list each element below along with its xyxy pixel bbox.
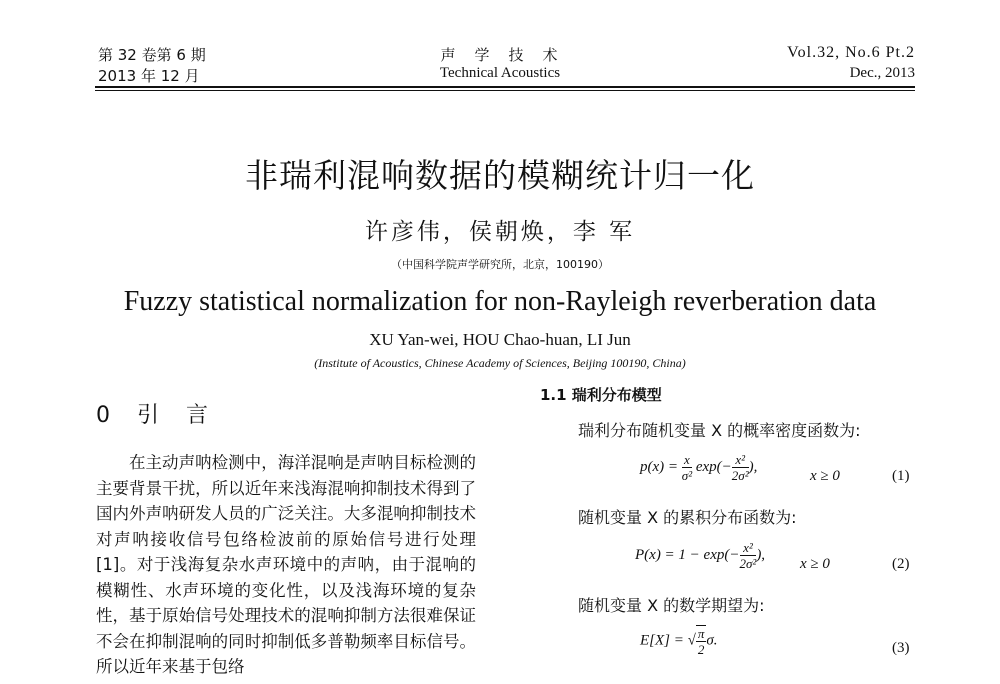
subsection-heading-rayleigh: 1.1 瑞利分布模型	[540, 386, 662, 404]
eq1-num2: x²	[732, 452, 749, 468]
eq2-condition: x ≥ 0	[800, 556, 830, 572]
section-number: 0	[96, 403, 120, 428]
journal-date-en: Dec., 2013	[849, 65, 915, 81]
section-title: 引 言	[137, 403, 218, 428]
eq1-lhs: p(x) =	[640, 458, 679, 475]
sqrt-icon: √	[687, 632, 696, 649]
equation-2	[635, 540, 765, 571]
eq2-lhs: P(x) = 1 − exp(−	[635, 546, 740, 563]
pdf-intro-text: 瑞利分布随机变量 X 的概率密度函数为:	[578, 421, 861, 440]
eq3-fraction	[696, 625, 707, 657]
journal-name-en: Technical Acoustics	[439, 65, 561, 81]
paper-title-cn: 非瑞利混响数据的模糊统计归一化	[245, 156, 755, 195]
eq1-condition: x ≥ 0	[810, 468, 840, 484]
equation-3	[640, 625, 718, 657]
eq3-number: (3)	[892, 640, 910, 656]
equation-1	[640, 452, 757, 483]
paper-affiliation-en: (Institute of Acoustics, Chinese Academy of Sciences, Beijing 100190, China)	[314, 356, 686, 370]
header-rule-thick	[95, 86, 915, 88]
eq2-tail: ),	[756, 546, 766, 563]
header-rule-thin	[95, 90, 915, 91]
eq1-den: σ²	[681, 468, 693, 483]
eq3-lhs: E[X] =	[640, 632, 684, 649]
journal-volume: 第 32 卷第 6 期	[98, 46, 206, 64]
introduction-body	[96, 450, 476, 680]
eq1-exp: exp(−	[695, 458, 732, 475]
paper-authors-cn: 许彦伟，侯朝焕，李 军	[364, 219, 636, 245]
eq2-number: (2)	[892, 556, 910, 572]
journal-date: 2013 年 12 月	[98, 67, 200, 85]
eq2-fraction	[740, 540, 757, 571]
section-heading-introduction	[96, 398, 218, 429]
eq1-fraction	[682, 452, 692, 483]
eq2-den: 2σ²	[739, 556, 757, 571]
eq1-number: (1)	[892, 468, 910, 484]
eq3-den: 2	[697, 642, 705, 657]
expectation-intro-text: 随机变量 X 的数学期望为:	[578, 596, 765, 615]
introduction-paragraph: 在主动声呐检测中，海洋混响是声呐目标检测的主要背景干扰，所以近年来浅海混响抑制技术得到了国内外声呐研发人员的广泛关注。大多混响抑制技术对声呐接收信号包络检波前的原始信号进行处理[1]。对于浅海复杂水声环境中的声呐，由于混响的模糊性、水声环境的变化性，以及浅海环境的复杂性，基于原始信号处理技术的混响抑制方法很难保证不会在抑制混响的同时抑制低多普勒频率目标信号。所以近年来基于包络	[96, 453, 476, 676]
journal-name-cn: 声 学 技 术	[440, 46, 560, 64]
cdf-intro-text: 随机变量 X 的累积分布函数为:	[578, 508, 797, 527]
paper-title-en: Fuzzy statistical normalization for non-Rayleigh reverberation data	[123, 286, 877, 317]
eq2-num: x²	[740, 540, 757, 556]
eq1-tail: ),	[748, 458, 758, 475]
eq3-num: π	[697, 626, 705, 641]
eq1-num: x	[682, 452, 692, 468]
paper-affiliation-cn: （中国科学院声学研究所，北京，100190）	[391, 258, 609, 271]
journal-volume-en: Vol.32, No.6 Pt.2	[787, 44, 915, 61]
paper-authors-en: XU Yan-wei, HOU Chao-huan, LI Jun	[369, 330, 631, 349]
eq3-tail: σ.	[706, 632, 718, 649]
eq1-den2: 2σ²	[731, 468, 749, 483]
eq1-fraction2	[732, 452, 749, 483]
